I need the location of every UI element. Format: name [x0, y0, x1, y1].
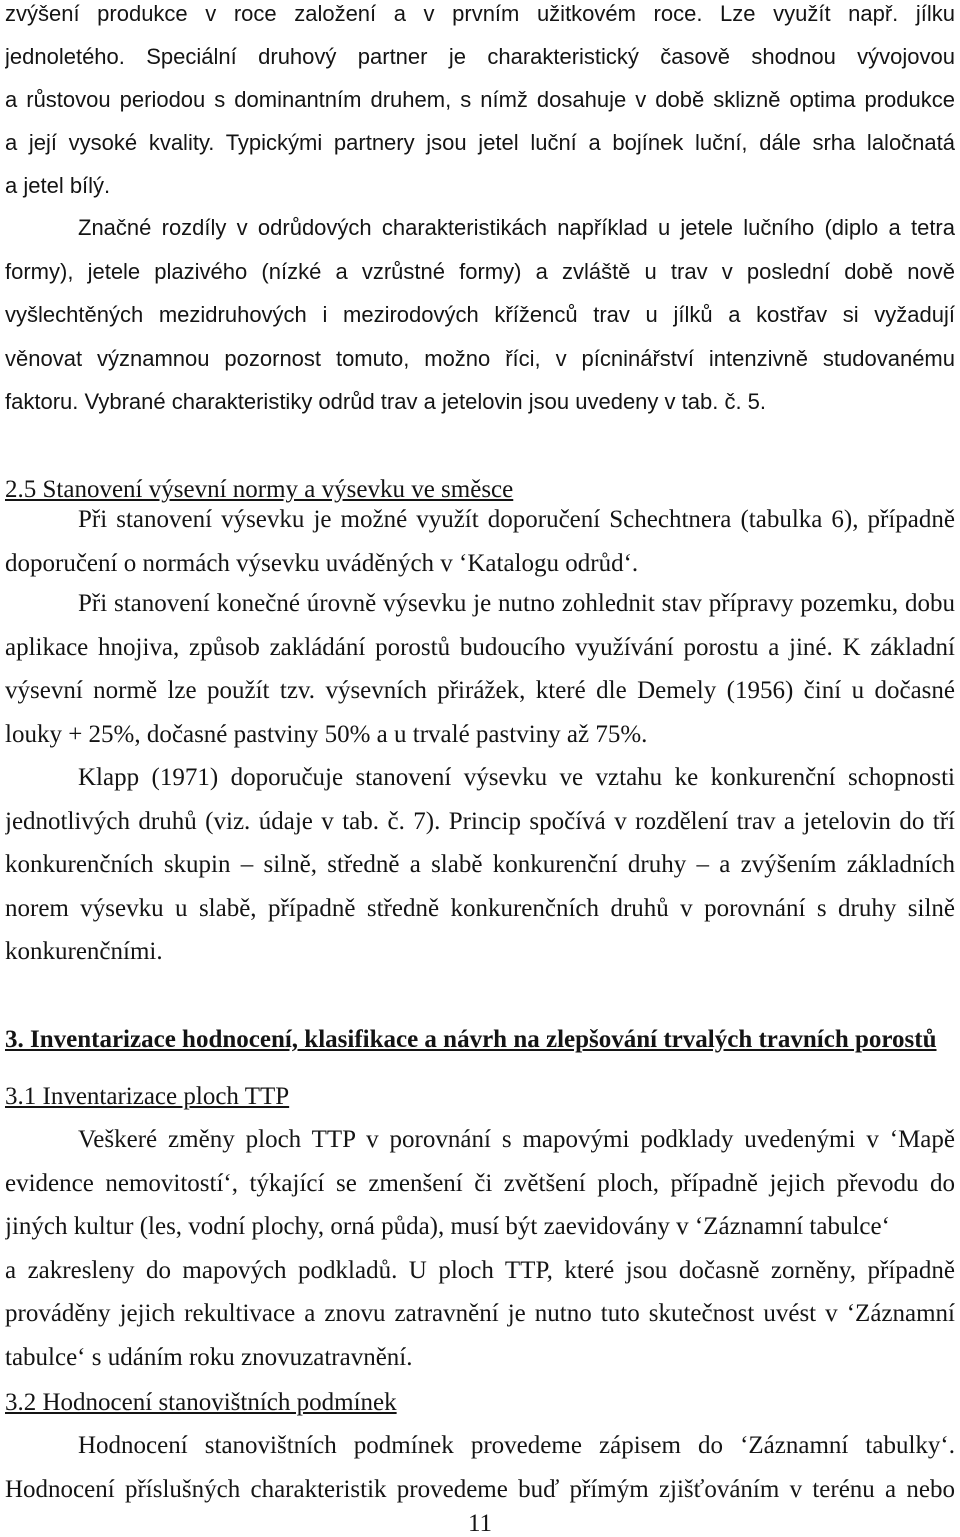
paragraph — [5, 0, 955, 207]
text-line: formy), jetele plazivého (nízké a vzrůstné formy) a zvláště u trav v poslední době nově — [5, 258, 955, 284]
paragraph — [5, 206, 955, 424]
paragraph — [5, 756, 955, 974]
text-line: Hodnocení příslušných charakteristik provedeme buď přímým zjišťováním v terénu a nebo — [5, 1475, 955, 1503]
text-line: věnovat významnou pozornost tomuto, možno říci, v pícninářství intenzivně studovanému — [5, 345, 955, 371]
text-line: výsevní normě lze použít tzv. výsevních přirážek, které dle Demely (1956) činí u dočasné — [5, 677, 955, 705]
text-line: Hodnocení stanovištních podmínek provedeme zápisem do ‘Záznamní tabulky‘. — [78, 1432, 955, 1459]
text-line: jednotlivých druhů (viz. údaje v tab. č. 7). Princip spočívá v rozdělení trav a jetelovin do tří — [5, 807, 955, 835]
text-line: a zakresleny do mapových podkladů. U ploch TTP, které jsou dočasně zorněny, případně — [5, 1256, 955, 1284]
text-line: zvýšení produkce v roce založení a v prvním užitkovém roce. Lze využít např. jílku — [5, 1, 955, 26]
paragraph — [5, 582, 955, 756]
text-line: Při stanovení konečné úrovně výsevku je nutno zohlednit stav přípravy pozemku, dobu — [78, 590, 955, 617]
text-line: Klapp (1971) doporučuje stanovení výsevku ve vztahu ke konkurenční schopnosti — [78, 764, 955, 791]
text-line: prováděny jejich rekultivace a znovu zatravnění je nutno tuto skutečnost uvést v ‘Záznamní — [5, 1300, 955, 1328]
text-line: a její vysoké kvality. Typickými partnery jsou jetel luční a bojínek luční, dále srha laločnatá — [5, 130, 955, 155]
text-line: jiných kultur (les, vodní plochy, orná půda), musí být zaevidovány v ‘Záznamní tabulce‘ — [5, 1213, 890, 1241]
text-line: jednoletého. Speciální druhový partner je charakteristický časově shodnou vývojovou — [5, 44, 955, 69]
text-line: norem výsevku u slabě, případně středně konkurenčních druhů v porovnání s druhy silně — [5, 894, 955, 922]
text-line: a jetel bílý. — [5, 173, 111, 198]
section-heading: 3.2 Hodnocení stanovištních podmínek — [5, 1389, 397, 1416]
text-line: aplikace hnojiva, způsob zakládání porostů budoucího využívání porostu a jiné. K základní — [5, 633, 955, 661]
text-line: Veškeré změny ploch TTP v porovnání s mapovými podklady uvedenými v ‘Mapě — [78, 1126, 955, 1153]
section-heading: 2.5 Stanovení výsevní normy a výsevku ve směsce — [5, 476, 514, 503]
text-line: a růstovou periodou s dominantním druhem, s nímž dosahuje v době sklizně optima produkce — [5, 87, 955, 112]
page-number: 11 — [467, 1510, 493, 1537]
paragraph — [5, 1424, 955, 1511]
text-line: Při stanovení výsevku je možné využít doporučení Schechtnera (tabulka 6), případně — [78, 506, 955, 533]
text-line: vyšlechtěných mezidruhových i mezirodových kříženců trav u jílků a kostřav si vyžadují — [5, 302, 955, 328]
text-line: Značné rozdíly v odrůdových charakteristikách například u jetele lučního (diplo a tetra — [78, 215, 955, 240]
paragraph — [5, 498, 955, 585]
text-line: evidence nemovitostí‘, týkající se zmenšení či zvětšení ploch, případně jejich převodu do — [5, 1169, 955, 1197]
section-heading: 3.1 Inventarizace ploch TTP — [5, 1083, 290, 1110]
text-line: konkurenčními. — [5, 938, 163, 966]
chapter-heading: 3. Inventarizace hodnocení, klasifikace a návrh na zlepšování trvalých travních porostů — [5, 1026, 937, 1053]
text-line: louky + 25%, dočasné pastviny 50% a u trvalé pastviny až 75%. — [5, 720, 648, 748]
paragraph — [5, 1118, 955, 1380]
text-line: faktoru. Vybrané charakteristiky odrůd trav a jetelovin jsou uvedeny v tab. č. 5. — [5, 389, 767, 415]
text-line: konkurenčních skupin – silně, středně a slabě konkurenční druhy – a zvýšením základních — [5, 851, 955, 879]
text-line: tabulce‘ s udáním roku znovuzatravnění. — [5, 1343, 413, 1371]
text-line: doporučení o normách výsevku uváděných v ‘Katalogu odrůd‘. — [5, 549, 639, 577]
